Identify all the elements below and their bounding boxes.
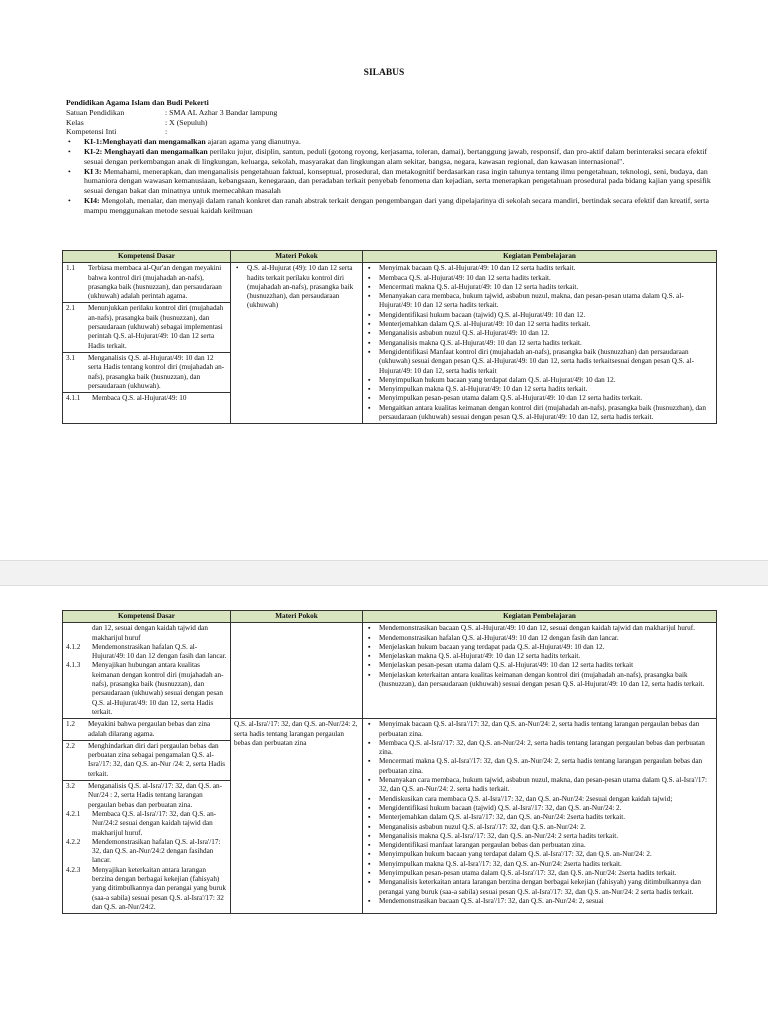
kd-item: 1.1 Terbiasa membaca al-Qur'an dengan meyakini bahwa kontrol diri (mujahadah an-nafs), prasangka baik (husnuzzan), dan persaudaraan (ukhuwah) adalah perintah agama.	[66, 264, 222, 301]
meta-row: Kompetensi Inti :	[66, 127, 168, 137]
kegiatan-list	[366, 264, 713, 422]
kegiatan-item: ▪ Menyimpulkan pesan-pesan utama dalam Q.S. al-Isra'/17: 32, dan Q.S. an-Nur/24: 2serta hadits terkait.	[366, 869, 713, 878]
kegiatan-item: ▪ Menjelaskan hukum bacaan yang terdapat pada Q.S. al-Hujurat/49: 10 dan 12.	[366, 643, 713, 652]
ki-item: • KI4: Mengolah, menalar, dan menyaji dalam ranah konkret dan ranah abstrak terkait dengan pengembangan dari yang dipelajarinya di sekolah secara mandiri, bertindak secara efektif dan kreatif, serta mampu menggunakan metode sesuai kaidah keilmuan	[68, 195, 709, 215]
kd-item: 3.1 Menganalisis Q.S. al-Hujurat/49: 10 dan 12 serta Hadis tentang kontrol diri (mujahadah an-nafs), prasangka baik (husnuzzan), dan persaudaraan (ukhuwah).	[66, 353, 225, 390]
column-header-kegiatan: Kegiatan Pembelajaran	[363, 251, 717, 263]
document-page-2	[0, 586, 768, 1024]
kegiatan-item: ▪ Menganalisis makna Q.S. al-Hujurat/49: 10 dan 12 serta hadits terkait.	[366, 339, 713, 348]
materi-cell	[231, 719, 363, 914]
kd-item: 2.1 Menunjukkan perilaku kontrol diri (mujahadah an-nafs), prasangka baik (husnuzzan), dan persaudaraan (ukhuwah) sebagai implementasi perintah Q.S. al-Hujurat/49: 10 dan 12 serta Hadis terkait.	[66, 304, 224, 350]
meta-row: Satuan Pendidikan : SMA AL Azhar 3 Bandar lampung	[66, 107, 278, 117]
ki-item: • KI-1:Menghayati dan mengamalkan ajaran agama yang dianutnya.	[68, 137, 301, 147]
column-header-kd: Kompetensi Dasar	[63, 611, 231, 623]
kd-item: 4.2.1 Membaca Q.S. al-Isra'/17: 32, dan Q.S. an-Nur/24:2 sesuai dengan kaidah tajwid dan makharijul huruf.	[66, 809, 217, 837]
kegiatan-cell	[363, 719, 717, 914]
ki-item: • KI 3: Memahami, menerapkan, dan menganalisis pengetahuan faktual, konseptual, prosedural, dan metakognitif berdasarkan rasa ingin tahunya tentang ilmu pengetahuan, teknologi, seni, budaya, dan humaniora dengan wawasan kemanusiaan, kebangsaan, kenegaraan, dan peradaban terkait penyebab fenomena dan kejadian, serta menerapkan pengetahuan prosedural pada bidang kajian yang spesifik sesuai dengan bakat dan minatnya untuk memecahkan masalah	[68, 166, 711, 196]
kegiatan-item: ▪ Mencermati makna Q.S. al-Isra'/17: 32, dan Q.S. an-Nur/24: 2, serta hadis tentang larangan pergaulan bebas dan perbuatan zina.	[366, 757, 713, 776]
materi-item: Q.S. al-Isra'/17: 32, dan Q.S. an-Nur/24: 2, serta hadis tentang larangan pergaulan bebas dan perbuatan zina	[234, 720, 358, 747]
kegiatan-item: ▪ Mendiskusikan cara membaca Q.S. al-Isra'/17: 32, dan Q.S. an-Nur/24: 2sesuai dengan kaidah tajwid;	[366, 795, 713, 804]
kegiatan-item: ▪ Mencermati makna Q.S. al-Hujurat/49: 10 dan 12 serta hadits terkait.	[366, 283, 713, 292]
kegiatan-item: ▪ Mengaitkan antara kualitas keimanan dengan kontrol diri (mujahadah an-nafs), prasangka baik (husnuzzhan), dan persaudaraan (ukhuwah) sesuai dengan pesan Q.S. al-Hujurat/49: 10 dan 12, serta hadis terkait.	[366, 404, 713, 423]
kd-item: dan 12, sesuai dengan kaidah tajwid dan makharijul huruf	[92, 624, 208, 642]
kegiatan-item: ▪ Mengidentifikasi hukum bacaan (tajwid) Q.S. al-Isra'/17: 32, dan Q.S. an-Nur/24: 2.	[366, 804, 713, 813]
kegiatan-cell	[363, 623, 717, 719]
kegiatan-item: ▪ Menterjemahkan dalam Q.S. al-Isra'/17: 32, dan Q.S. an-Nur/24: 2serta hadits terkait.	[366, 813, 713, 822]
kegiatan-item: ▪ Menanyakan cara membaca, hukum tajwid, asbabun nuzul, makna, dan pesan-pesan utama dalam Q.S. al-Isra'/17: 32, dan Q.S. an-Nur/24: 2. serta hadis terkait.	[366, 776, 713, 795]
ki-item: • KI-2: Menghayati dan mengamalkan perilaku jujur, disiplin, santun, peduli (gotong royong, kerjasama, toleran, damai), bertanggung jawab, responsif, dan pro-aktif dalam berinteraksi secara efektif sesuai dengan perkembangan anak di lingkungan, keluarga, sekolah, masyarakat dan lingkungan alam sekitar, bangsa, negara, kawasan regional, dan kawasan internasional".	[68, 146, 708, 166]
kd-cell	[63, 263, 231, 424]
kegiatan-item: ▪ Menyimak bacaan Q.S. al-Isra'/17: 32, dan Q.S. an-Nur/24: 2, serta hadis tentang larangan pergaulan bebas dan perbuatan zina.	[366, 720, 713, 739]
kd-item: 3.2 Menganalisis Q.S. al-Isra'/17: 32, dan Q.S. an-Nur/24 : 2, serta Hadis tentang larangan pergaulan bebas dan perbuatan zina.	[66, 782, 223, 809]
kd-item: 4.1.1 Membaca Q.S. al-Hujurat/49: 10	[66, 394, 187, 403]
kegiatan-item: ▪ Menyimpulkan makna Q.S. al-Hujurat/49: 10 dan 12 serta hadits terkait.	[366, 385, 713, 394]
kegiatan-item: ▪ Mengidentifikasi Manfaat kontrol diri (mujahadah an-nafs), prasangka baik (husnuzzhan) dan persaudaraan (ukhuwah) sesuai dengan pesan Q.S. al-Hujurat/49: 10 dan 12, serta hadis terkaitsesuai dengan pesan Q.S. al-Hujurat/49: 10 dan 12, serta hadis terkait	[366, 348, 713, 376]
document-title: SILABUS	[363, 68, 405, 78]
kd-item: 4.2.3 Menyajikan keterkaitan antara larangan berzina dengan berbagai kekejian (fahisyah) yang ditimbulkannya dan perangai yang buruk (saa-a sabila) sesuai pesan Q.S. al-Isra'/17: 32 dan Q.S. an-Nur/24:2.	[66, 865, 226, 911]
page-gap	[0, 560, 768, 586]
kegiatan-item: ▪ Mengidentifikasi manfaat larangan pergaulan bebas dan perbuatan zina.	[366, 841, 713, 850]
kegiatan-cell	[363, 263, 717, 424]
kegiatan-item: ▪ Menganalisis asbabun nuzul Q.S. al-Hujurat/49: 10 dan 12.	[366, 329, 713, 338]
kegiatan-item: ▪ Menganalisis asbabun nuzul Q.S. al-Isra'/17: 32, dan Q.S. an-Nur/24: 2.	[366, 823, 713, 832]
column-header-kd: Kompetensi Dasar	[63, 251, 231, 263]
kegiatan-item: ▪ Mendemonstrasikan bacaan Q.S. al-Hujurat/49: 10 dan 12, sesuai dengan kaidah tajwid dan makharijul huruf.	[366, 624, 713, 633]
kegiatan-item: ▪ Menterjemahkan dalam Q.S. al-Hujurat/49: 10 dan 12 serta hadits terkait.	[366, 320, 713, 329]
kegiatan-item: ▪ Menjelaskan keterkaitan antara kualitas keimanan dengan kontrol diri (mujahadah an-nafs), prasangka baik (husnuzzan), dan persaudaraan (ukhuwah) sesuai dengan pesan Q.S. al-Hujurat/49: 10 dan 12, serta hadis terkait.	[366, 671, 713, 690]
kegiatan-item: ▪ Menjelaskan pesan-pesan utama dalam Q.S. al-Hujurat/49: 10 dan 12 serta hadits terkait	[366, 661, 713, 670]
column-header-materi: Materi Pokok	[231, 611, 363, 623]
kd-cell	[63, 623, 231, 719]
kegiatan-item: ▪ Menganalisis keterkaitan antara larangan berzina dengan berbagai kekejian (fahisyah) yang ditimbulkannya dan perangai yang buruk (saa-a sabila) sesuai pesan Q.S. al-Isra'/17: 32, dan Q.S. an-Nur/24: 2 serta hadis terkait.	[366, 878, 713, 897]
kegiatan-item: ▪ Mengidentifikasi hukum bacaan (tajwid) Q.S. al-Hujurat/49: 10 dan 12.	[366, 311, 713, 320]
subject-title: Pendidikan Agama Islam dan Budi Pekerti	[66, 98, 209, 107]
syllabus-header	[66, 98, 716, 216]
kegiatan-item: ▪ Menjelaskan makna Q.S. al-Hujurat/49: 10 dan 12 serta hadits terkait.	[366, 652, 713, 661]
kegiatan-item: ▪ Menanyakan cara membaca, hukum tajwid, asbabun nuzul, makna, dan pesan-pesan utama dalam Q.S. al-Hujurat/49: 10 dan 12 serta hadits terkait.	[366, 292, 713, 311]
kegiatan-item: ▪ Membaca Q.S. al-Isra'/17: 32, dan Q.S. an-Nur/24: 2, serta hadis tentang larangan pergaulan bebas dan perbuatan zina.	[366, 739, 713, 758]
kegiatan-item: ▪ Menyimpulkan hukum bacaan yang terdapat dalam Q.S. al-Isra'/17: 32, dan Q.S. an-Nur/24: 2.	[366, 850, 713, 859]
kegiatan-item: ▪ Menyimpulkan hukum bacaan yang terdapat dalam Q.S. al-Hujurat/49: 10 dan 12.	[366, 376, 713, 385]
kegiatan-list	[366, 720, 713, 906]
kegiatan-item: ▪ Mendemonstrasikan hafalan Q.S. al-Hujurat/49: 10 dan 12 dengan fasih dan lancar.	[366, 634, 713, 643]
kegiatan-item: ▪ Menyimak bacaan Q.S. al-Hujurat/49: 10 dan 12 serta hadits terkait.	[366, 264, 713, 273]
materi-item: • Q.S. al-Hujurat (49): 10 dan 12 serta hadits terkait perilaku kontrol diri (mujahadah an-nafs), prasangka baik (husnuzzhan), dan persaudaraan (ukhuwah)	[234, 264, 359, 310]
kegiatan-item: ▪ Menyimpulkan makna Q.S. al-Isra'/17: 32, dan Q.S. an-Nur/24: 2serta hadits terkait.	[366, 860, 713, 869]
kegiatan-item: ▪ Membaca Q.S. al-Hujurat/49: 10 dan 12 serta hadits terkait.	[366, 274, 713, 283]
kd-item: 4.1.2 Mendemonstrasikan hafalan Q.S. al-Hujurat/49: 10 dan 12 dengan fasih dan lancar.	[66, 642, 227, 661]
kd-item: 1.2 Meyakini bahwa pergaulan bebas dan zina adalah dilarang agama.	[66, 720, 211, 738]
kegiatan-item: ▪ Menyimpulkan pesan-pesan utama dalam Q.S. al-Hujurat/49: 10 dan 12 serta hadits terkait.	[366, 394, 713, 403]
kegiatan-list	[366, 624, 713, 689]
syllabus-table-2	[62, 610, 717, 914]
kd-cell	[63, 719, 231, 914]
meta-row: Kelas : X (Sepuluh)	[66, 117, 208, 127]
column-header-materi: Materi Pokok	[231, 251, 363, 263]
kegiatan-item: ▪ Menganalisis makna Q.S. al-Isra'/17: 32, dan Q.S. an-Nur/24: 2 serta hadits terkait.	[366, 832, 713, 841]
kd-item: 2.2 Menghindarkan diri dari pergaulan bebas dan perbuatan zina sebagai pengamalan Q.S. al-Isra'/17: 32, dan Q.S. an-Nur /24: 2, serta Hadis terkait.	[66, 741, 226, 778]
materi-cell	[231, 623, 363, 719]
kd-item: 4.1.3 Menyajikan hubungan antara kualitas keimanan dengan kontrol diri (mujahadah an-nafs), prasangka baik (husnuzzan), dan persaudaraan (ukhuwah) sesuai dengan pesan Q.S. al-Hujurat/49: 10 dan 12, serta Hadis terkait.	[66, 661, 224, 716]
column-header-kegiatan: Kegiatan Pembelajaran	[363, 611, 717, 623]
kd-item: 4.2.2 Mendemonstrasikan hafalan Q.S. al-Isra'/17: 32, dan Q.S. an-Nur/24:2 dengan fasihdan lancar.	[66, 837, 221, 865]
kegiatan-item: ▪ Mendemonstrasikan bacaan Q.S. al-Isra'/17: 32, dan Q.S. an-Nur/24: 2, sesuai	[366, 897, 713, 906]
syllabus-table-1	[62, 250, 717, 424]
materi-cell	[231, 263, 363, 424]
